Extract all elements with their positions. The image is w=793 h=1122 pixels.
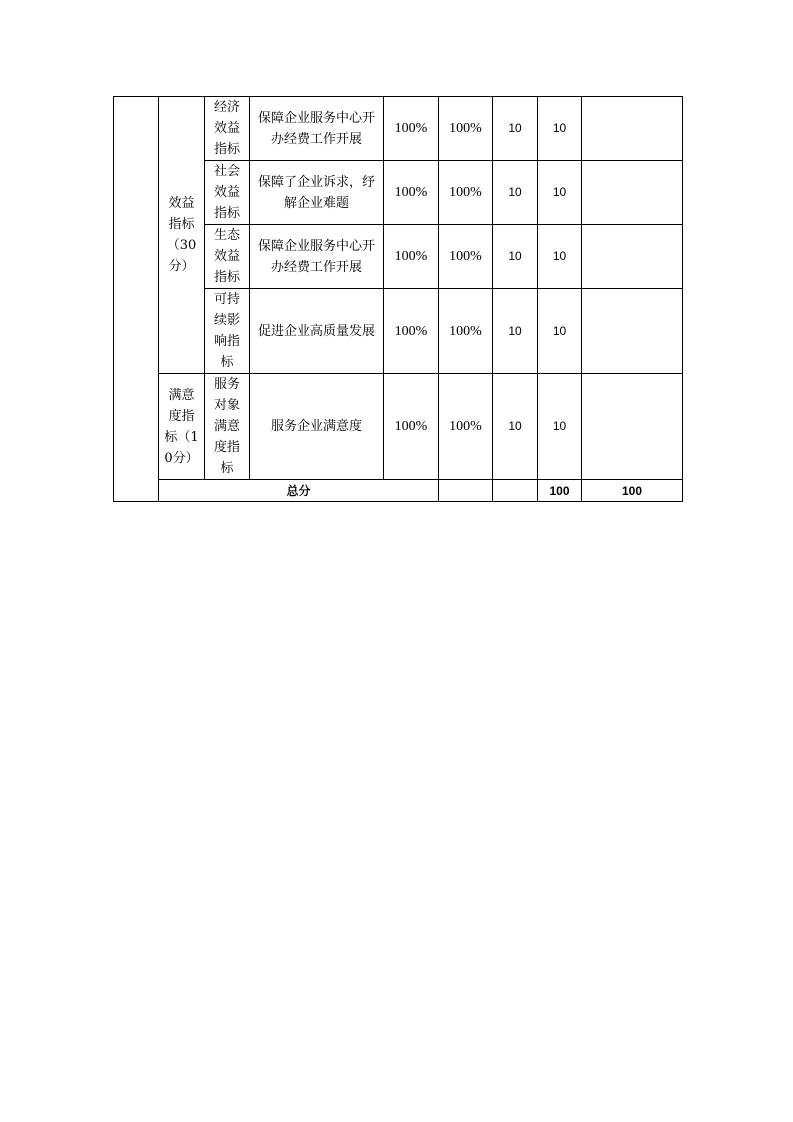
target-value-cell: 100% <box>384 161 439 225</box>
indicator-cell: 保障了企业诉求，纾解企业难题 <box>250 161 384 225</box>
indicator-cell: 保障企业服务中心开办经费工作开展 <box>250 225 384 289</box>
subcategory-cell: 服务对象满意度指标 <box>205 374 250 480</box>
total-weight-cell: 100 <box>538 480 582 502</box>
indicator-cell: 服务企业满意度 <box>250 374 384 480</box>
subcategory-cell: 社会效益指标 <box>205 161 250 225</box>
weight-cell: 10 <box>493 374 538 480</box>
table-row <box>114 374 683 480</box>
actual-value-cell: 100% <box>439 289 493 374</box>
subcategory-cell: 经济效益指标 <box>205 97 250 161</box>
target-value-cell: 100% <box>384 97 439 161</box>
weight-cell: 10 <box>493 161 538 225</box>
weight-cell: 10 <box>493 289 538 374</box>
total-row <box>114 480 683 502</box>
actual-value-cell: 100% <box>439 374 493 480</box>
actual-value-cell: 100% <box>439 225 493 289</box>
note-cell <box>582 97 683 161</box>
total-score-cell: 100 <box>582 480 683 502</box>
score-cell: 10 <box>538 225 582 289</box>
target-value-cell: 100% <box>384 289 439 374</box>
total-target-cell <box>439 480 493 502</box>
note-cell <box>582 374 683 480</box>
subcategory-cell: 生态效益指标 <box>205 225 250 289</box>
weight-cell: 10 <box>493 97 538 161</box>
subcategory-cell: 可持续影响指标 <box>205 289 250 374</box>
score-cell: 10 <box>538 161 582 225</box>
note-cell <box>582 225 683 289</box>
score-cell: 10 <box>538 289 582 374</box>
performance-table <box>113 96 683 502</box>
score-cell: 10 <box>538 97 582 161</box>
weight-cell: 10 <box>493 225 538 289</box>
note-cell <box>582 161 683 225</box>
level1-cell <box>114 97 159 502</box>
actual-value-cell: 100% <box>439 161 493 225</box>
note-cell <box>582 289 683 374</box>
category-cell: 满意度指标（10分） <box>159 374 205 480</box>
target-value-cell: 100% <box>384 225 439 289</box>
table-row <box>114 97 683 161</box>
total-label: 总分 <box>159 480 439 502</box>
category-cell: 效益指标（30分） <box>159 97 205 374</box>
total-actual-cell <box>493 480 538 502</box>
actual-value-cell: 100% <box>439 97 493 161</box>
target-value-cell: 100% <box>384 374 439 480</box>
indicator-cell: 保障企业服务中心开办经费工作开展 <box>250 97 384 161</box>
indicator-cell: 促进企业高质量发展 <box>250 289 384 374</box>
score-cell: 10 <box>538 374 582 480</box>
